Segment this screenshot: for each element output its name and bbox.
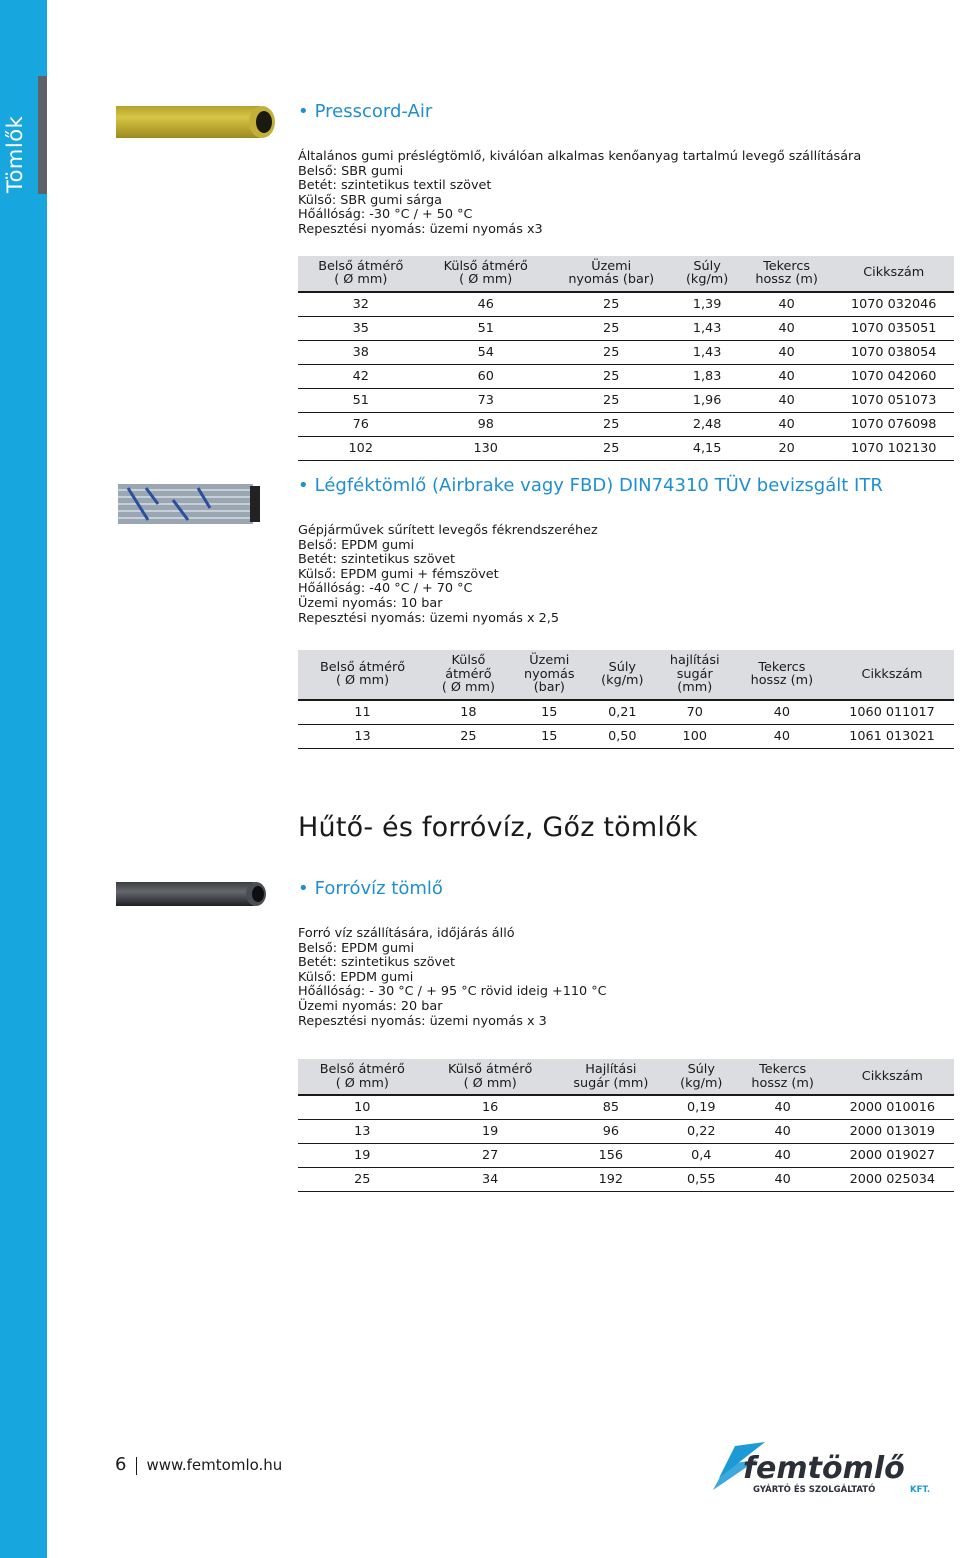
table-cell: 1,96 [674, 388, 739, 412]
column-header: Belső átmérő ( Ø mm) [298, 1059, 427, 1095]
table-cell: 40 [734, 700, 830, 725]
column-header: Súly (kg/m) [674, 256, 739, 292]
table-header-row [298, 256, 954, 292]
table-cell: 20 [740, 436, 834, 460]
column-header: Súly (kg/m) [589, 650, 656, 700]
table-cell: 0,50 [589, 724, 656, 748]
table-cell: 1061 013021 [830, 724, 954, 748]
sidebar-tab-marker [38, 76, 47, 194]
logo-tagline: GYÁRTÓ ÉS SZOLGÁLTATÓ [753, 1485, 876, 1495]
table-cell: 0,22 [668, 1120, 735, 1144]
column-header: Cikkszám [831, 1059, 954, 1095]
table-cell: 42 [298, 364, 424, 388]
table-cell: 1,43 [674, 316, 739, 340]
description-line: Hőállóság: -30 °C / + 50 °C [298, 207, 473, 223]
company-logo [705, 1438, 940, 1496]
table-header-row [298, 1059, 954, 1095]
column-header: Üzemi nyomás (bar) [548, 256, 675, 292]
table-cell: 40 [735, 1168, 831, 1192]
description-line: Üzemi nyomás: 20 bar [298, 998, 443, 1014]
table-cell: 100 [656, 724, 734, 748]
table-cell: 40 [735, 1144, 831, 1168]
table-cell: 13 [298, 1120, 427, 1144]
table-cell: 25 [548, 364, 675, 388]
table-cell: 40 [740, 412, 834, 436]
column-header: Cikkszám [833, 256, 954, 292]
table-cell: 15 [510, 724, 589, 748]
table-cell: 192 [554, 1168, 668, 1192]
section-hot-water [298, 877, 954, 1192]
table-cell: 25 [548, 292, 675, 317]
footer [115, 1454, 282, 1475]
table-row [298, 1144, 954, 1168]
sidebar-label: Tömlők [3, 115, 27, 193]
table-row [298, 724, 954, 748]
table-cell: 40 [740, 316, 834, 340]
description-line: Gépjárművek sűrített levegős fékrendszeréhez [298, 523, 598, 538]
table-row [298, 1168, 954, 1192]
table-row [298, 436, 954, 460]
section-title: • Presscord-Air [298, 101, 433, 122]
table-cell: 4,15 [674, 436, 739, 460]
table-cell: 40 [740, 340, 834, 364]
table-cell: 98 [424, 412, 548, 436]
section-description [298, 524, 954, 626]
column-header: Cikkszám [830, 650, 954, 700]
column-header: Tekercs hossz (m) [735, 1059, 831, 1095]
table-cell: 27 [427, 1144, 554, 1168]
column-header: Tekercs hossz (m) [734, 650, 830, 700]
airbrake-hose-image [118, 480, 263, 530]
presscord-hose-image [116, 104, 276, 142]
table-cell: 156 [554, 1144, 668, 1168]
column-header: Külső átmérő ( Ø mm) [427, 1059, 554, 1095]
table-cell: 1,39 [674, 292, 739, 317]
footer-website[interactable]: www.femtomlo.hu [146, 1456, 283, 1474]
table-cell: 1070 032046 [833, 292, 954, 317]
description-line: Hőállóság: -40 °C / + 70 °C [298, 581, 473, 597]
column-header: Súly (kg/m) [668, 1059, 735, 1095]
logo-name: femtömlő [743, 1451, 905, 1486]
table-cell: 25 [427, 724, 510, 748]
table-cell: 10 [298, 1095, 427, 1120]
spec-table-airbrake [298, 650, 954, 749]
table-cell: 25 [298, 1168, 427, 1192]
table-cell: 32 [298, 292, 424, 317]
sidebar-band [0, 0, 47, 1558]
table-cell: 11 [298, 700, 427, 725]
table-cell: 2000 019027 [831, 1144, 954, 1168]
table-cell: 40 [740, 292, 834, 317]
table-cell: 1070 102130 [833, 436, 954, 460]
table-cell: 60 [424, 364, 548, 388]
table-cell: 51 [424, 316, 548, 340]
table-cell: 19 [298, 1144, 427, 1168]
table-cell: 1070 038054 [833, 340, 954, 364]
table-cell: 2,48 [674, 412, 739, 436]
description-line: Általános gumi préslégtömlő, kiválóan alkalmas kenőanyag tartalmú levegő szállítására [298, 149, 862, 164]
table-cell: 40 [734, 724, 830, 748]
column-header: Üzemi nyomás (bar) [510, 650, 589, 700]
table-row [298, 340, 954, 364]
table-row [298, 412, 954, 436]
table-cell: 85 [554, 1095, 668, 1120]
table-cell: 51 [298, 388, 424, 412]
description-line: Repesztési nyomás: üzemi nyomás x3 [298, 221, 543, 237]
table-cell: 0,21 [589, 700, 656, 725]
description-line: Repesztési nyomás: üzemi nyomás x 3 [298, 1013, 547, 1029]
table-cell: 102 [298, 436, 424, 460]
table-cell: 13 [298, 724, 427, 748]
spec-table-presscord [298, 256, 954, 461]
logo-suffix: KFT. [910, 1485, 931, 1495]
table-cell: 0,4 [668, 1144, 735, 1168]
table-cell: 40 [735, 1095, 831, 1120]
table-cell: 1060 011017 [830, 700, 954, 725]
table-cell: 46 [424, 292, 548, 317]
section-title: • Légféktömlő (Airbrake vagy FBD) DIN74310 TÜV bevizsgált ITR [298, 475, 883, 496]
table-cell: 2000 013019 [831, 1120, 954, 1144]
table-cell: 54 [424, 340, 548, 364]
table-cell: 73 [424, 388, 548, 412]
section-description [298, 150, 954, 238]
description-line: Hőállóság: - 30 °C / + 95 °C rövid ideig +110 °C [298, 984, 607, 1000]
table-cell: 25 [548, 388, 675, 412]
table-cell: 35 [298, 316, 424, 340]
description-line: Betét: szintetikus szövet [298, 955, 455, 971]
table-cell: 0,55 [668, 1168, 735, 1192]
table-row [298, 1095, 954, 1120]
description-line: Belső: EPDM gumi [298, 537, 415, 553]
section-airbrake [298, 474, 954, 749]
description-line: Külső: EPDM gumi [298, 969, 414, 985]
table-cell: 16 [427, 1095, 554, 1120]
page-number: 6 [115, 1454, 127, 1475]
column-header: Tekercs hossz (m) [740, 256, 834, 292]
section-description [298, 927, 954, 1029]
table-cell: 25 [548, 412, 675, 436]
table-cell: 1070 076098 [833, 412, 954, 436]
table-cell: 70 [656, 700, 734, 725]
column-header: hajlítási sugár (mm) [656, 650, 734, 700]
column-header: Hajlítási sugár (mm) [554, 1059, 668, 1095]
table-cell: 25 [548, 340, 675, 364]
description-line: Külső: EPDM gumi + fémszövet [298, 566, 499, 582]
column-header: Belső átmérő ( Ø mm) [298, 650, 427, 700]
table-cell: 1070 042060 [833, 364, 954, 388]
spec-table-hot-water [298, 1059, 954, 1192]
page-heading: Hűtő- és forróvíz, Gőz tömlők [298, 812, 698, 843]
description-line: Belső: SBR gumi [298, 163, 404, 179]
table-row [298, 700, 954, 725]
table-row [298, 364, 954, 388]
description-line: Betét: szintetikus textil szövet [298, 178, 492, 194]
description-line: Repesztési nyomás: üzemi nyomás x 2,5 [298, 610, 559, 626]
table-row [298, 388, 954, 412]
table-cell: 18 [427, 700, 510, 725]
table-cell: 76 [298, 412, 424, 436]
section-presscord-air [298, 100, 954, 461]
table-row [298, 292, 954, 317]
section-title: • Forróvíz tömlő [298, 878, 443, 899]
table-cell: 25 [548, 316, 675, 340]
table-header-row [298, 650, 954, 700]
hot-water-hose-image [116, 878, 268, 910]
table-cell: 0,19 [668, 1095, 735, 1120]
table-cell: 1,83 [674, 364, 739, 388]
footer-divider [136, 1457, 137, 1475]
column-header: Külső átmérő ( Ø mm) [424, 256, 548, 292]
description-line: Üzemi nyomás: 10 bar [298, 595, 443, 611]
table-cell: 130 [424, 436, 548, 460]
table-row [298, 316, 954, 340]
table-cell: 40 [740, 364, 834, 388]
table-row [298, 1120, 954, 1144]
table-cell: 2000 025034 [831, 1168, 954, 1192]
description-line: Külső: SBR gumi sárga [298, 192, 442, 208]
description-line: Forró víz szállítására, időjárás álló [298, 926, 515, 941]
description-line: Betét: szintetikus szövet [298, 552, 455, 568]
table-cell: 19 [427, 1120, 554, 1144]
column-header: Külső átmérő ( Ø mm) [427, 650, 510, 700]
table-cell: 1070 035051 [833, 316, 954, 340]
table-cell: 1,43 [674, 340, 739, 364]
table-cell: 96 [554, 1120, 668, 1144]
table-cell: 25 [548, 436, 675, 460]
description-line: Belső: EPDM gumi [298, 940, 415, 956]
table-cell: 40 [735, 1120, 831, 1144]
column-header: Belső átmérő ( Ø mm) [298, 256, 424, 292]
table-cell: 1070 051073 [833, 388, 954, 412]
table-cell: 34 [427, 1168, 554, 1192]
table-cell: 15 [510, 700, 589, 725]
table-cell: 40 [740, 388, 834, 412]
table-cell: 38 [298, 340, 424, 364]
table-cell: 2000 010016 [831, 1095, 954, 1120]
